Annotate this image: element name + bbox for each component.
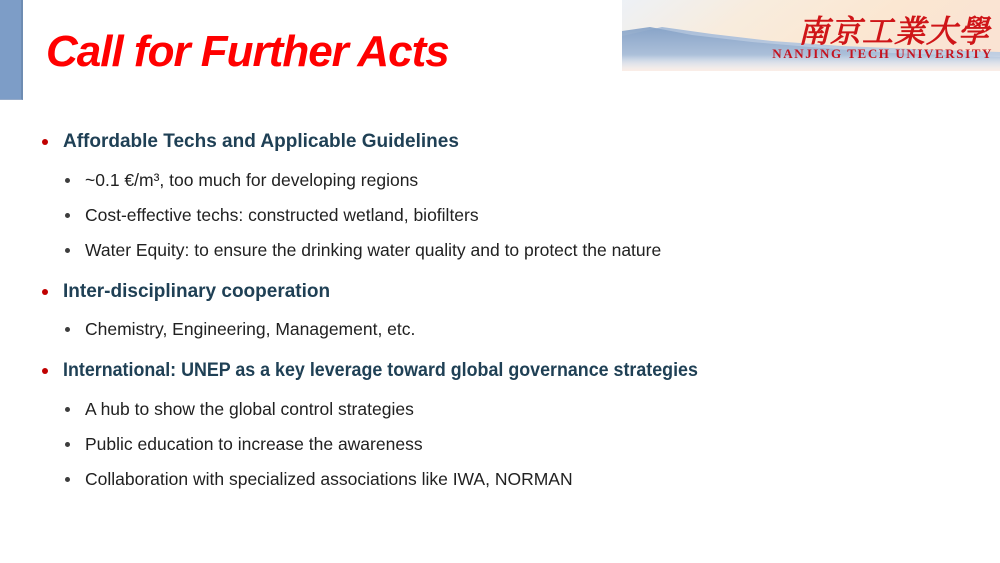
list-item [65,466,573,492]
red-bullet-icon [42,289,48,295]
bullet-icon [65,407,70,412]
list-item-label: ~0.1 €/m³, too much for developing regions [85,169,419,190]
section-heading [42,279,330,305]
list-item [65,167,418,193]
university-logo-banner [622,0,1000,71]
red-bullet-icon [42,139,48,145]
section-heading-label: Inter-disciplinary cooperation [63,281,331,302]
list-item [65,237,661,263]
section-heading-label: Affordable Techs and Applicable Guidelines [63,131,459,152]
bullet-icon [65,477,70,482]
section-heading [42,129,459,155]
list-item-label: A hub to show the global control strategies [85,398,414,419]
list-item [65,202,479,228]
section-heading [42,358,738,384]
list-item-label: Cost-effective techs: constructed wetland, biofilters [85,204,479,225]
list-item-label: Water Equity: to ensure the drinking water quality and to protect the nature [85,239,662,260]
bullet-icon [65,442,70,447]
bullet-icon [65,327,70,332]
bullet-icon [65,178,70,183]
list-item-label: Public education to increase the awareness [85,433,423,454]
section-heading-label: International: UNEP as a key leverage toward global governance strategies [63,360,698,381]
bullet-icon [65,248,70,253]
university-name-chinese: 南京工業大學 [798,14,990,50]
bullet-icon [65,213,70,218]
accent-bar [0,0,23,100]
list-item [65,431,423,457]
slide-title: Call for Further Acts [46,27,449,76]
list-item [65,316,415,342]
list-item-label: Collaboration with specialized associations like IWA, NORMAN [85,468,573,489]
list-item-label: Chemistry, Engineering, Management, etc. [85,318,416,339]
red-bullet-icon [42,368,48,374]
university-name-english: NANJING TECH UNIVERSITY [772,46,993,61]
list-item [65,396,414,422]
